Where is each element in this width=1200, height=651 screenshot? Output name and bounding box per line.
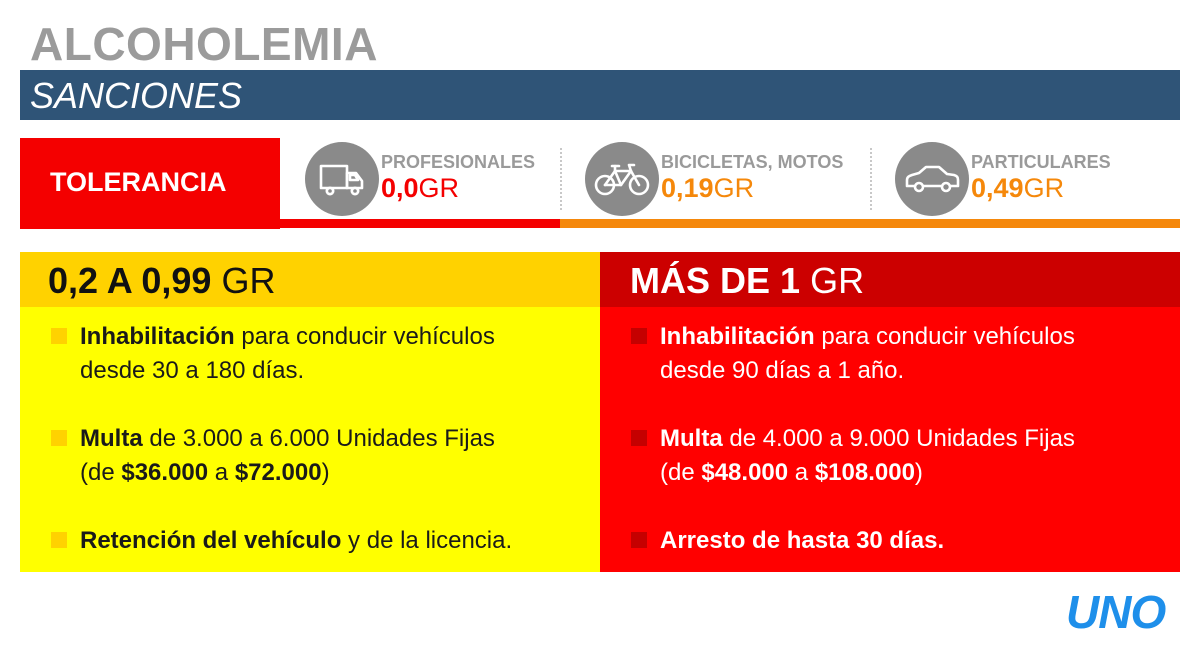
- car-icon: [895, 142, 969, 216]
- tolerance-value: 0,0GR: [381, 173, 460, 203]
- bullet-square-icon: [631, 532, 647, 548]
- bullet-square-icon: [631, 328, 647, 344]
- panel-heading: 0,2 A 0,99 GR: [48, 260, 276, 301]
- tolerance-label: TOLERANCIA: [50, 167, 227, 197]
- item-text: Inhabilitación para conducir vehículos desde 90 días a 1 año.: [660, 323, 1075, 384]
- tolerance-value: 0,49GR: [971, 173, 1065, 203]
- panel-heading: MÁS DE 1 GR: [630, 260, 865, 301]
- bullet-square-icon: [51, 532, 67, 548]
- panel-header: [20, 252, 600, 307]
- tolerance-underline-orange: [560, 219, 1180, 228]
- tolerance-divider: [870, 148, 872, 210]
- panel-header: [600, 252, 1180, 307]
- uno-logo: UNO: [1066, 586, 1166, 638]
- item-text: Retención del vehículo y de la licencia.: [80, 527, 513, 554]
- tolerance-label-box: [20, 138, 280, 229]
- item-text: Multa de 3.000 a 6.000 Unidades Fijas (de $36.000 a $72.000): [80, 425, 495, 486]
- tolerance-name: PARTICULARES: [971, 152, 1111, 172]
- page-title: ALCOHOLEMIA: [30, 18, 378, 70]
- bicycle-icon: [585, 142, 659, 216]
- bullet-square-icon: [51, 430, 67, 446]
- item-text: Arresto de hasta 30 días.: [660, 527, 945, 554]
- tolerance-underline-red: [280, 219, 560, 228]
- bullet-square-icon: [631, 430, 647, 446]
- bullet-square-icon: [51, 328, 67, 344]
- page-subtitle: SANCIONES: [30, 75, 243, 116]
- tolerance-name: PROFESIONALES: [381, 152, 536, 172]
- sanction-panel-low: [20, 252, 600, 572]
- subtitle-bar: [20, 70, 1180, 120]
- tolerance-divider: [560, 148, 562, 210]
- tolerance-name: BICICLETAS, MOTOS: [661, 152, 844, 172]
- item-text: Inhabilitación para conducir vehículos desde 30 a 180 días.: [80, 323, 495, 384]
- truck-icon: [305, 142, 379, 216]
- item-text: Multa de 4.000 a 9.000 Unidades Fijas (de $48.000 a $108.000): [660, 425, 1075, 486]
- tolerance-value: 0,19GR: [661, 173, 755, 203]
- sanction-panel-high: [600, 252, 1180, 572]
